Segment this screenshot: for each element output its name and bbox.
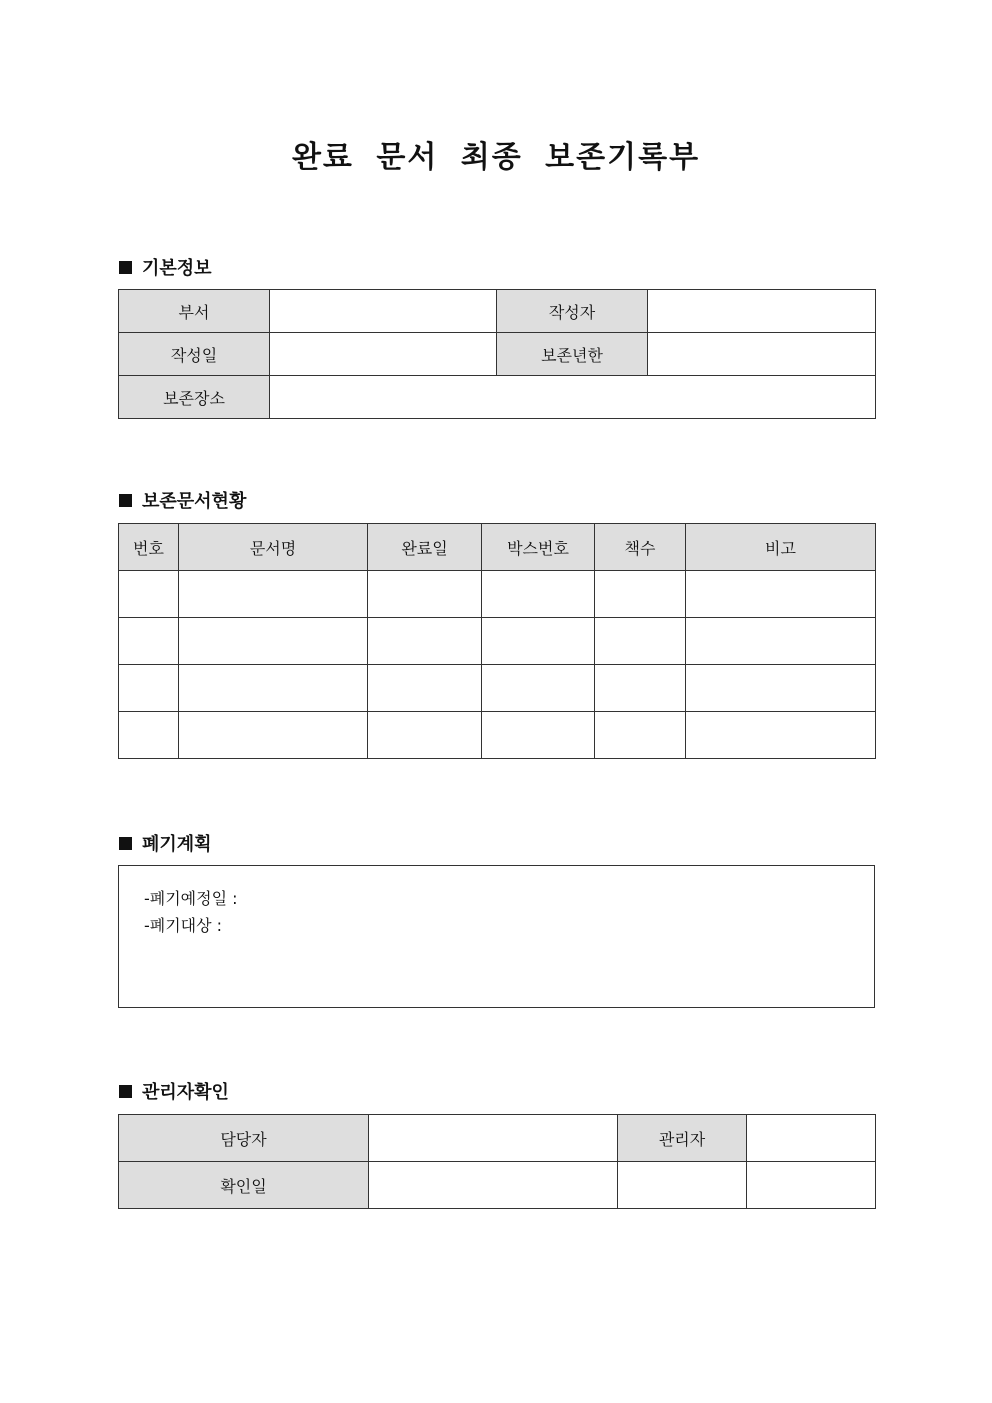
table-row (119, 290, 876, 333)
column-header-box-number: 박스번호 (482, 524, 595, 571)
table-cell[interactable] (482, 571, 595, 618)
table-cell[interactable] (119, 618, 179, 665)
table-row (119, 665, 876, 712)
disposal-target-label: -폐기대상 : (144, 916, 223, 935)
manager-confirm-table (118, 1114, 876, 1209)
table-cell[interactable] (119, 665, 179, 712)
section-title: 보존문서현황 (142, 491, 247, 512)
section-heading-basic-info (119, 254, 212, 280)
storage-location-field[interactable] (270, 376, 876, 419)
table-cell[interactable] (368, 665, 482, 712)
table-cell[interactable] (595, 618, 686, 665)
table-cell[interactable] (482, 618, 595, 665)
section-title: 기본정보 (142, 258, 212, 279)
date-field[interactable] (270, 333, 497, 376)
section-title: 관리자확인 (142, 1082, 229, 1103)
label-manager: 관리자 (618, 1115, 747, 1162)
label-department: 부서 (119, 290, 270, 333)
square-bullet-icon (119, 494, 132, 507)
label-author: 작성자 (497, 290, 648, 333)
column-header-completion-date: 완료일 (368, 524, 482, 571)
label-storage-location: 보존장소 (119, 376, 270, 419)
table-row (119, 712, 876, 759)
square-bullet-icon (119, 1085, 132, 1098)
retention-period-field[interactable] (648, 333, 876, 376)
table-row (119, 1115, 876, 1162)
column-header-document-name: 문서명 (179, 524, 368, 571)
table-cell[interactable] (686, 665, 876, 712)
manager-signature-field[interactable] (618, 1162, 747, 1209)
table-cell[interactable] (595, 571, 686, 618)
table-cell[interactable] (119, 712, 179, 759)
table-cell[interactable] (686, 712, 876, 759)
table-cell[interactable] (368, 618, 482, 665)
label-date: 작성일 (119, 333, 270, 376)
table-cell[interactable] (119, 571, 179, 618)
confirm-date-field[interactable] (369, 1162, 618, 1209)
label-retention-period: 보존년한 (497, 333, 648, 376)
table-cell[interactable] (179, 712, 368, 759)
table-cell[interactable] (482, 665, 595, 712)
manager-field[interactable] (747, 1115, 876, 1162)
table-cell[interactable] (595, 665, 686, 712)
table-cell[interactable] (179, 618, 368, 665)
label-person-in-charge: 담당자 (119, 1115, 369, 1162)
author-field[interactable] (648, 290, 876, 333)
table-header-row (119, 524, 876, 571)
section-heading-disposal (119, 830, 212, 856)
table-cell[interactable] (686, 618, 876, 665)
label-confirm-date: 확인일 (119, 1162, 369, 1209)
table-cell[interactable] (179, 665, 368, 712)
section-heading-manager-confirm (119, 1078, 229, 1104)
page-title: 완료 문서 최종 보존기록부 (291, 140, 701, 175)
table-row (119, 618, 876, 665)
square-bullet-icon (119, 261, 132, 274)
square-bullet-icon (119, 837, 132, 850)
table-cell[interactable] (482, 712, 595, 759)
basic-info-table (118, 289, 876, 419)
disposal-planned-date-label: -폐기예정일 : (144, 889, 238, 908)
section-title: 폐기계획 (142, 834, 212, 855)
table-row (119, 1162, 876, 1209)
column-header-volumes: 책수 (595, 524, 686, 571)
table-cell[interactable] (368, 712, 482, 759)
table-row (119, 571, 876, 618)
table-cell[interactable] (179, 571, 368, 618)
table-cell[interactable] (686, 571, 876, 618)
documents-table (118, 523, 876, 759)
person-in-charge-field[interactable] (369, 1115, 618, 1162)
table-row (119, 333, 876, 376)
manager-seal-field[interactable] (747, 1162, 876, 1209)
section-heading-documents (119, 487, 246, 513)
table-row (119, 376, 876, 419)
column-header-number: 번호 (119, 524, 179, 571)
table-cell[interactable] (368, 571, 482, 618)
column-header-remarks: 비고 (686, 524, 876, 571)
department-field[interactable] (270, 290, 497, 333)
table-cell[interactable] (595, 712, 686, 759)
disposal-plan-box[interactable] (118, 865, 875, 1008)
